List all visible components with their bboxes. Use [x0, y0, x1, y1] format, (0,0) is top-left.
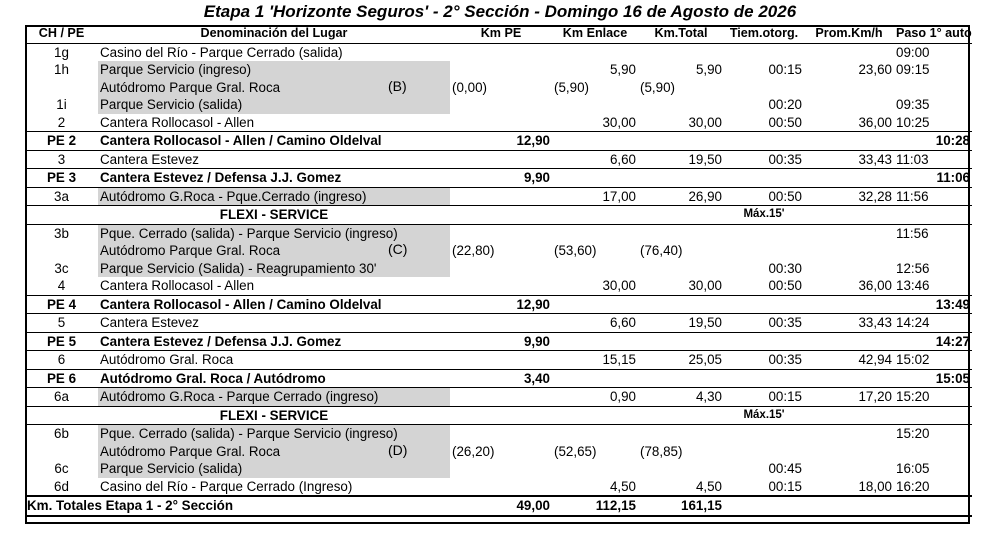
km-pe-cell: [450, 114, 552, 132]
km-total-cell: 19,50: [688, 315, 722, 330]
average-cell: [804, 332, 894, 351]
km-total-cell: [638, 369, 724, 388]
average-cell: 33,43: [858, 151, 892, 167]
ch-cell: PE 2: [25, 132, 98, 151]
place-name: Autódromo Parque Gral. Roca: [100, 243, 281, 258]
km-pe-cell: [450, 260, 552, 278]
km-enlace-cell: [552, 295, 638, 314]
stage-row: [25, 169, 972, 188]
km-pe-cell: 9,90: [450, 332, 552, 351]
place-cell: Pque. Cerrado (salida) - Parque Servicio (ingreso): [98, 425, 450, 443]
pass-time-cell: 09:35: [896, 97, 930, 112]
ch-cell: PE 4: [25, 295, 98, 314]
km-pe-cell: [450, 43, 552, 61]
table-row: [25, 150, 972, 169]
pass-time-cell: 13:46: [896, 278, 930, 293]
flexi-row: [25, 406, 972, 425]
totals-label: Km. Totales Etapa 1 - 2° Sección: [25, 496, 450, 516]
km-enlace-cell: [552, 332, 638, 351]
time-allowed-cell: [724, 43, 804, 61]
time-allowed-cell: 00:35: [768, 352, 802, 367]
pass-time-cell: 12:56: [896, 260, 930, 276]
ch-cell: 1h: [54, 62, 69, 77]
pass-time-cell: 09:15: [896, 62, 930, 77]
km-pe-cell: [450, 351, 552, 370]
table-row: [25, 43, 972, 61]
km-enlace-cell: 4,50: [609, 478, 636, 494]
km-enlace-cell: (5,90): [554, 79, 589, 95]
table-row: [25, 187, 972, 206]
km-enlace-cell: [552, 132, 638, 151]
col-header-lugar: Denominación del Lugar: [98, 25, 450, 43]
time-allowed-cell: [724, 295, 804, 314]
average-cell: 17,20: [858, 389, 892, 404]
km-total-cell: 26,90: [688, 188, 722, 204]
km-enlace-cell: [552, 224, 638, 242]
ch-cell: PE 3: [25, 169, 98, 188]
ch-cell: 2: [57, 114, 66, 130]
km-total-cell: [638, 206, 724, 225]
average-cell: [804, 406, 894, 425]
stage-row: [25, 132, 972, 151]
pass-time-cell: [894, 242, 972, 260]
table-row: [25, 351, 972, 370]
place-cell: Cantera Estevez / Defensa J.J. Gomez: [98, 332, 450, 351]
km-total-cell: [638, 260, 724, 278]
ch-cell: PE 6: [25, 369, 98, 388]
average-cell: [804, 206, 894, 225]
ch-cell: 3b: [25, 224, 98, 242]
ch-cell: 3: [57, 151, 66, 167]
col-header-km-pe: Km PE: [450, 25, 552, 43]
pass-time-cell: 09:00: [896, 44, 930, 60]
average-cell: [804, 224, 894, 242]
time-allowed-cell: 00:35: [768, 151, 802, 167]
km-pe-cell: 12,90: [450, 132, 552, 151]
pass-time-cell: 15:20: [896, 389, 930, 404]
max-time-cell: Máx.15': [724, 406, 804, 425]
place-cell: Casino del Río - Parque Cerrado (salida): [100, 44, 343, 60]
place-cell: [98, 79, 450, 97]
pass-time-cell: 11:56: [894, 224, 972, 242]
km-pe-cell: 12,90: [450, 295, 552, 314]
km-total-cell: [638, 132, 724, 151]
pass-time-cell: 11:56: [896, 188, 929, 204]
km-enlace-cell: 30,00: [602, 278, 636, 293]
km-total-cell: 30,00: [688, 114, 722, 130]
table-row: [25, 96, 972, 114]
average-cell: [804, 43, 894, 61]
time-allowed-cell: [724, 79, 804, 97]
time-allowed-cell: [724, 132, 804, 151]
km-enlace-cell: 30,00: [602, 114, 636, 130]
totals-empty: [894, 496, 972, 516]
col-header-ch: CH / PE: [25, 25, 98, 43]
ch-cell: 3c: [54, 260, 69, 276]
average-cell: [804, 425, 894, 443]
table-row: [25, 443, 972, 461]
km-total-cell: [638, 295, 724, 314]
ch-cell: [25, 443, 98, 461]
average-cell: [804, 369, 894, 388]
km-pe-cell: 9,90: [450, 169, 552, 188]
time-allowed-cell: 00:30: [768, 260, 802, 276]
place-cell: Cantera Rollocasol - Allen / Camino Oldelval: [98, 132, 450, 151]
place-cell: Casino del Río - Parque Cerrado (Ingreso): [100, 478, 353, 494]
ch-cell: [25, 206, 98, 225]
km-pe-cell: [450, 150, 552, 169]
km-enlace-cell: (53,60): [554, 243, 597, 258]
totals-km-total: 161,15: [638, 496, 724, 516]
km-pe-cell: [450, 224, 552, 242]
col-header-tiempo: Tiem.otorg.: [724, 25, 804, 43]
average-cell: [804, 132, 894, 151]
km-pe-cell: (26,20): [452, 443, 495, 459]
time-allowed-cell: 00:20: [768, 97, 802, 112]
pass-time-cell: 16:20: [896, 478, 930, 494]
km-total-cell: [638, 425, 724, 443]
ch-cell: [25, 242, 98, 260]
table-row: [25, 61, 972, 79]
table-row: [25, 114, 972, 132]
km-enlace-cell: [552, 43, 638, 61]
km-total-cell: [638, 169, 724, 188]
km-enlace-cell: 6,60: [609, 151, 636, 167]
place-cell: FLEXI - SERVICE: [98, 406, 450, 425]
km-enlace-cell: 6,60: [609, 315, 636, 330]
totals-km-enlace: 112,15: [552, 496, 638, 516]
place-cell: Parque Servicio (Salida) - Reagrupamiento 30': [98, 260, 450, 278]
place-cell: Parque Servicio (salida): [98, 460, 450, 478]
place-name: Autódromo Parque Gral. Roca: [100, 443, 281, 459]
average-cell: [804, 260, 894, 278]
time-allowed-cell: 00:15: [768, 478, 802, 494]
km-pe-cell: [450, 61, 552, 79]
place-cell: Pque. Cerrado (salida) - Parque Servicio (ingreso): [98, 224, 450, 242]
place-cell: Cantera Rollocasol - Allen / Camino Oldelval: [98, 295, 450, 314]
ch-cell: 1i: [56, 97, 67, 112]
stage-row: [25, 295, 972, 314]
km-pe-cell: 3,40: [450, 369, 552, 388]
km-total-cell: [638, 460, 724, 478]
max-time-cell: Máx.15': [724, 206, 804, 225]
time-allowed-cell: 00:15: [768, 389, 802, 404]
place-cell: Parque Servicio (salida): [98, 96, 450, 114]
totals-empty: [804, 496, 894, 516]
km-enlace-cell: [552, 406, 638, 425]
average-cell: [804, 242, 894, 260]
totals-km-pe: 49,00: [450, 496, 552, 516]
ch-cell: 6b: [25, 425, 98, 443]
time-allowed-cell: 00:50: [768, 114, 802, 130]
pass-time-cell: 11:06: [894, 169, 972, 188]
ch-cell: 6c: [54, 461, 69, 476]
average-cell: [804, 295, 894, 314]
pass-time-cell: 15:20: [894, 425, 972, 443]
place-cell: Autódromo G.Roca - Pque.Cerrado (ingreso): [98, 187, 450, 206]
time-allowed-cell: [724, 425, 804, 443]
km-pe-cell: [450, 187, 552, 206]
km-enlace-cell: [552, 96, 638, 114]
km-pe-cell: [450, 314, 552, 333]
km-total-cell: 4,50: [695, 478, 722, 494]
group-label: (C): [388, 241, 408, 257]
average-cell: 23,60: [858, 62, 892, 77]
time-allowed-cell: 00:50: [768, 188, 802, 204]
km-total-cell: [638, 224, 724, 242]
ch-cell: [25, 79, 98, 97]
place-cell: Cantera Rollocasol - Allen: [100, 278, 255, 293]
time-allowed-cell: [724, 169, 804, 188]
header-row: [25, 25, 972, 43]
average-cell: [804, 96, 894, 114]
place-cell: FLEXI - SERVICE: [98, 206, 450, 225]
time-allowed-cell: 00:35: [768, 315, 802, 330]
km-pe-cell: [450, 388, 552, 407]
stage-row: [25, 369, 972, 388]
page-title: Etapa 1 'Horizonte Seguros' - 2° Sección - Domingo 16 de Agosto de 2026: [203, 2, 797, 21]
average-cell: 36,00: [858, 114, 892, 130]
km-pe-cell: [450, 478, 552, 497]
col-header-km-enlace: Km Enlace: [552, 25, 638, 43]
km-enlace-cell: [552, 369, 638, 388]
place-cell: Autódromo Gral. Roca / Autódromo: [98, 369, 450, 388]
pass-time-cell: 13:49: [894, 295, 972, 314]
group-label: (D): [388, 441, 408, 458]
ch-cell: 4: [57, 278, 66, 293]
km-enlace-cell: [552, 460, 638, 478]
km-enlace-cell: [552, 169, 638, 188]
km-enlace-cell: (52,65): [554, 443, 597, 459]
table-row: [25, 79, 972, 97]
table-row: [25, 388, 972, 407]
col-header-km-total: Km.Total: [638, 25, 724, 43]
km-pe-cell: [450, 460, 552, 478]
table-row: [25, 242, 972, 260]
km-enlace-cell: [552, 206, 638, 225]
average-cell: 18,00: [858, 478, 892, 494]
flexi-row: [25, 206, 972, 225]
km-enlace-cell: [552, 425, 638, 443]
km-pe-cell: [450, 277, 552, 295]
km-enlace-cell: 5,90: [609, 62, 636, 77]
average-cell: 32,28: [858, 188, 892, 204]
km-pe-cell: [450, 406, 552, 425]
km-enlace-cell: [552, 260, 638, 278]
time-allowed-cell: [724, 443, 804, 461]
pass-time-cell: 10:25: [896, 114, 930, 130]
average-cell: [804, 443, 894, 461]
km-total-cell: (5,90): [640, 79, 675, 95]
schedule-table: [25, 25, 972, 517]
col-header-promedio: Prom.Km/h: [804, 25, 894, 43]
km-pe-cell: (22,80): [452, 243, 495, 258]
km-enlace-cell: 17,00: [602, 188, 636, 204]
table-row: [25, 277, 972, 295]
km-total-cell: [638, 43, 724, 61]
pass-time-cell: [894, 406, 972, 425]
ch-cell: 6a: [54, 389, 69, 404]
km-pe-cell: [450, 206, 552, 225]
place-name: Autódromo Parque Gral. Roca: [100, 79, 281, 95]
place-cell: Autódromo Gral. Roca: [100, 352, 234, 367]
pass-time-cell: [894, 79, 972, 97]
stage-row: [25, 332, 972, 351]
totals-row: [25, 496, 972, 516]
km-total-cell: 25,05: [688, 352, 722, 367]
km-pe-cell: [450, 96, 552, 114]
ch-cell: PE 5: [25, 332, 98, 351]
km-enlace-cell: 0,90: [609, 389, 636, 404]
average-cell: [804, 460, 894, 478]
km-total-cell: 30,00: [688, 278, 722, 293]
ch-cell: 3a: [54, 188, 69, 204]
km-total-cell: (78,85): [640, 443, 683, 459]
pass-time-cell: 15:05: [894, 369, 972, 388]
pass-time-cell: 16:05: [896, 461, 930, 476]
ch-cell: 1g: [54, 44, 69, 60]
place-cell: Parque Servicio (ingreso): [98, 61, 450, 79]
table-row: [25, 260, 972, 278]
table-row: [25, 425, 972, 443]
time-allowed-cell: [724, 224, 804, 242]
km-total-cell: 4,30: [695, 389, 722, 404]
average-cell: 33,43: [858, 315, 892, 330]
ch-cell: [25, 406, 98, 425]
pass-time-cell: [894, 206, 972, 225]
km-pe-cell: (0,00): [452, 79, 487, 95]
group-label: (B): [388, 77, 407, 94]
pass-time-cell: 14:24: [896, 315, 930, 330]
place-cell: Cantera Estevez: [100, 315, 199, 330]
time-allowed-cell: 00:50: [768, 278, 802, 293]
place-cell: Cantera Estevez / Defensa J.J. Gomez: [98, 169, 450, 188]
time-allowed-cell: [724, 332, 804, 351]
pass-time-cell: 10:28: [894, 132, 972, 151]
time-allowed-cell: [724, 369, 804, 388]
km-total-cell: [638, 96, 724, 114]
pass-time-cell: 11:03: [896, 151, 929, 167]
totals-empty: [724, 496, 804, 516]
time-allowed-cell: 00:45: [768, 461, 802, 476]
km-total-cell: 5,90: [695, 62, 722, 77]
average-cell: [804, 79, 894, 97]
km-total-cell: 19,50: [688, 151, 722, 167]
pass-time-cell: 14:27: [894, 332, 972, 351]
place-cell: Cantera Estevez: [100, 151, 199, 167]
table-row: [25, 314, 972, 333]
col-header-paso: Paso 1° auto: [894, 25, 972, 43]
km-total-cell: [638, 332, 724, 351]
ch-cell: 5: [57, 315, 66, 330]
time-allowed-cell: 00:15: [768, 62, 802, 77]
place-cell: [98, 242, 450, 260]
pass-time-cell: [894, 443, 972, 461]
km-total-cell: [638, 406, 724, 425]
ch-cell: 6: [57, 352, 66, 367]
km-total-cell: (76,40): [640, 243, 683, 258]
time-allowed-cell: [724, 242, 804, 260]
table-row: [25, 478, 972, 497]
place-cell: Cantera Rollocasol - Allen: [100, 114, 255, 130]
km-pe-cell: [450, 425, 552, 443]
place-cell: Autódromo G.Roca - Parque Cerrado (ingreso): [98, 388, 450, 407]
pass-time-cell: 15:02: [896, 352, 930, 367]
table-row: [25, 460, 972, 478]
km-enlace-cell: 15,15: [602, 352, 636, 367]
place-cell: [98, 443, 450, 461]
average-cell: 36,00: [858, 278, 892, 293]
average-cell: 42,94: [858, 352, 892, 367]
table-row: [25, 224, 972, 242]
average-cell: [804, 169, 894, 188]
ch-cell: 6d: [54, 478, 69, 494]
